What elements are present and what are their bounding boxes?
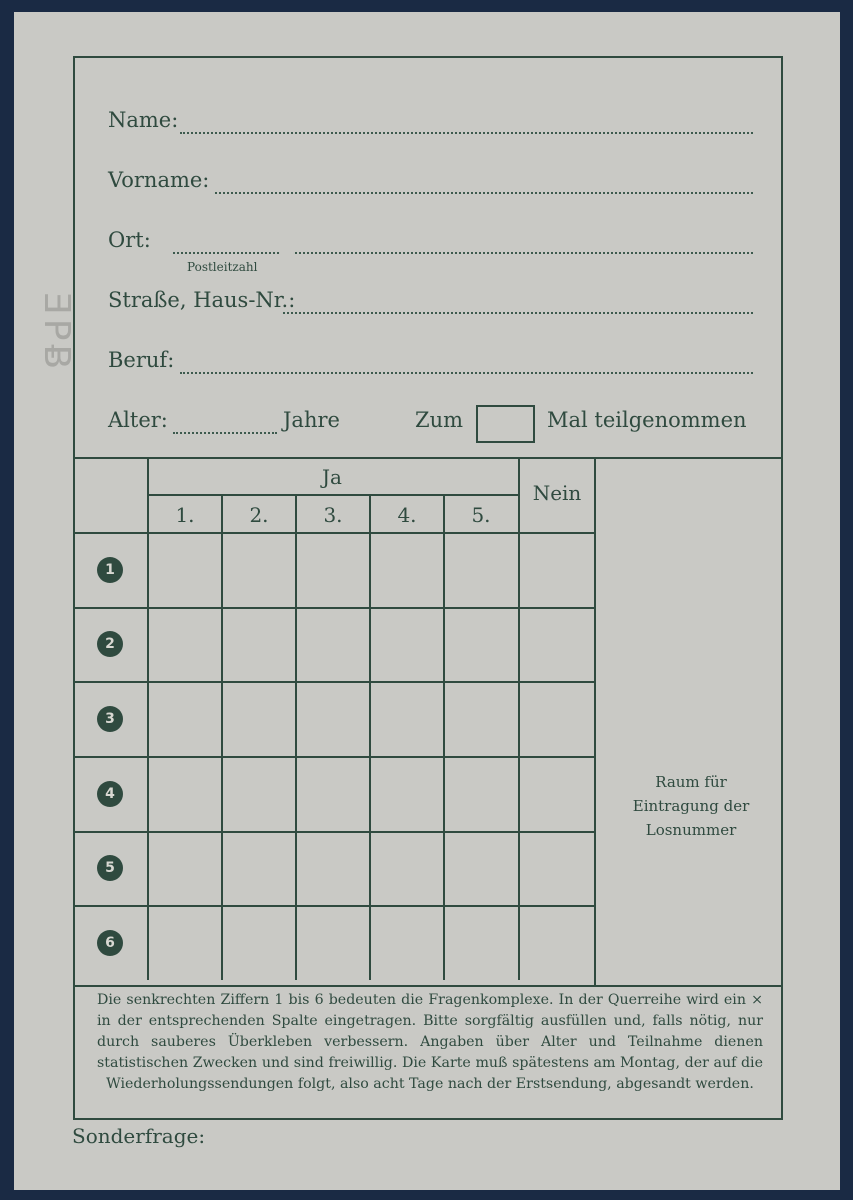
raum-line: Losnummer: [645, 821, 737, 839]
grid-line: [369, 494, 371, 980]
pencil-marks: ƎPɃ: [36, 292, 77, 374]
teilnahme-count-box[interactable]: [476, 405, 535, 443]
strasse-label: Straße, Haus-Nr.:: [108, 288, 296, 312]
ort-label: Ort:: [108, 228, 151, 252]
grid-line: [75, 905, 594, 907]
grid-line: [443, 494, 445, 980]
name-field[interactable]: [180, 132, 753, 134]
column-header: 4.: [397, 503, 417, 527]
grid-line: [594, 459, 596, 986]
nein-header: Nein: [532, 481, 582, 505]
name-label: Name:: [108, 108, 179, 132]
teilgenommen-label: Mal teilgenommen: [547, 408, 747, 432]
alter-label: Alter:: [108, 408, 168, 432]
column-header: 3.: [323, 503, 343, 527]
column-header: 5.: [471, 503, 491, 527]
grid-line: [75, 607, 594, 609]
beruf-label: Beruf:: [108, 348, 175, 372]
raum-line: Eintragung der: [632, 797, 750, 815]
postleitzahl-field[interactable]: [173, 252, 279, 254]
questionnaire-card: [14, 12, 840, 1190]
grid-line: [147, 494, 518, 496]
strasse-field[interactable]: [283, 312, 753, 314]
row-number-badge: 1: [97, 557, 123, 583]
column-header: 1.: [175, 503, 195, 527]
grid-line: [221, 494, 223, 980]
postleitzahl-caption: Postleitzahl: [187, 260, 258, 274]
grid-line: [75, 681, 594, 683]
grid-line: [75, 831, 594, 833]
vorname-label: Vorname:: [108, 168, 210, 192]
beruf-field[interactable]: [180, 372, 753, 374]
instructions-top-rule: [75, 985, 781, 987]
zum-label: Zum: [415, 408, 464, 432]
grid-line: [518, 459, 520, 980]
grid-line: [75, 532, 594, 534]
table-top-rule: [75, 457, 781, 459]
grid-line: [295, 494, 297, 980]
jahre-label: Jahre: [283, 408, 340, 432]
form-frame: [73, 56, 783, 1120]
grid-line: [147, 459, 149, 980]
column-header: 2.: [249, 503, 269, 527]
row-number-badge: 4: [97, 781, 123, 807]
sonderfrage-label: Sonderfrage:: [72, 1124, 206, 1148]
ort-field[interactable]: [295, 252, 753, 254]
vorname-field[interactable]: [215, 192, 753, 194]
losnummer-area: [598, 770, 784, 842]
row-number-badge: 5: [97, 855, 123, 881]
row-number-badge: 3: [97, 706, 123, 732]
row-number-badge: 6: [97, 930, 123, 956]
ja-header: Ja: [322, 465, 342, 489]
raum-line: Raum für: [655, 773, 727, 791]
instructions-text: Die senkrechten Ziffern 1 bis 6 bedeuten die Fragenkomplexe. In der Querreihe wird ein × in der entsprechenden Spalte eingetragen. Bitte sorgfältig ausfüllen und, falls nötig, nur durch sauberes Überkleben verbessern. Angaben über Alter und Teilnahme dienen statistischen Zwecken und sind freiwillig. Die Karte muß spätestens am Montag, der auf die Wiederholungssendungen folgt, also acht Tage nach der Erstsendung, abgesandt werden.: [97, 992, 763, 1092]
grid-line: [75, 756, 594, 758]
alter-field[interactable]: [173, 432, 277, 434]
row-number-badge: 2: [97, 631, 123, 657]
